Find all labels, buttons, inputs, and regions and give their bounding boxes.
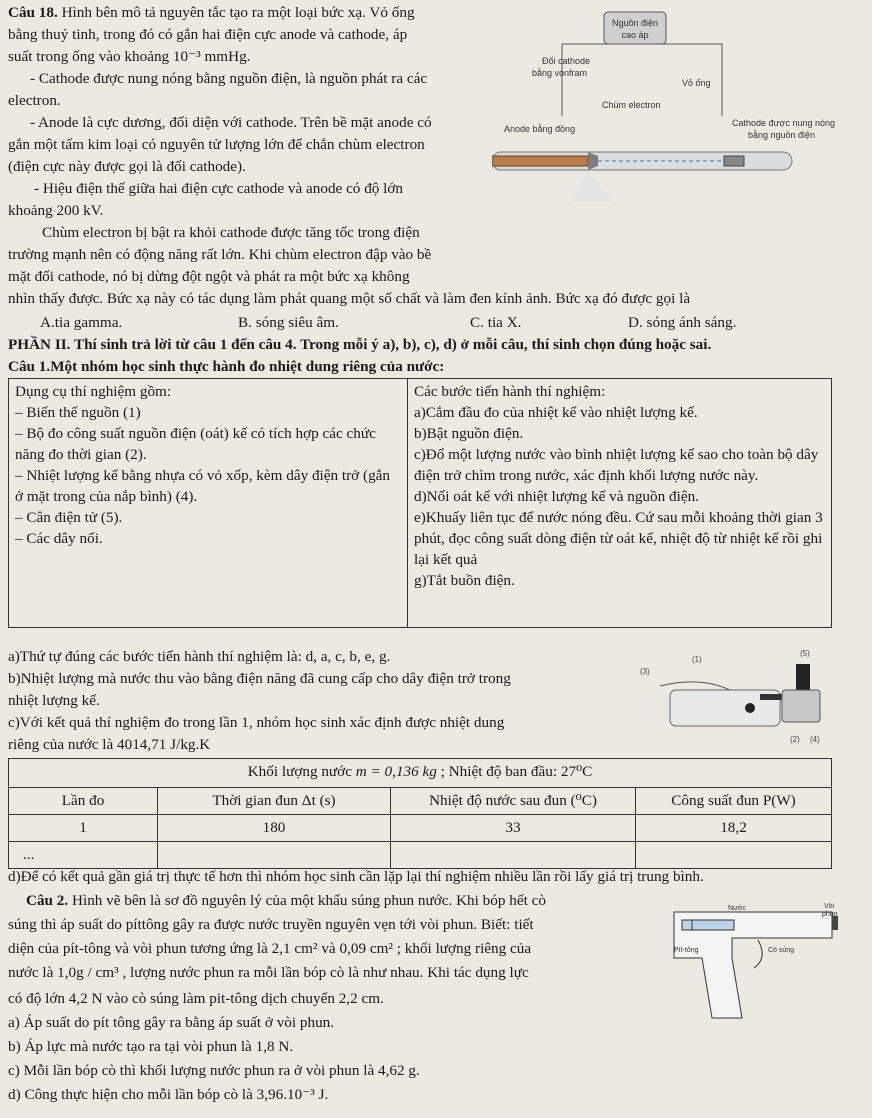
q18-line-5: electron. — [8, 92, 61, 109]
anticathode-label-2: bằng vonfram — [532, 68, 588, 78]
q1-statement-b-2: nhiệt lượng kế. — [8, 692, 100, 709]
water-label: Nước — [728, 905, 746, 912]
copper-anode — [492, 156, 588, 166]
tube-label: Vỏ ống — [682, 78, 711, 88]
source-label-2: cao áp — [621, 30, 649, 40]
q18-line-3: suất trong ống vào khoảng 10⁻³ mmHg. — [8, 48, 251, 65]
q18-line-14: nhìn thấy được. Bức xạ này có tác dụng làm phát quang một số chất và làm đen kính ảnh. Bức xạ đó được gọi là — [8, 290, 691, 307]
q18-line-10: khoảng 200 kV. — [8, 202, 104, 219]
q18-line-4: - Cathode được nung nóng bằng nguồn điện, là nguồn phát ra các — [30, 70, 428, 87]
q18-line-9: - Hiệu điện thế giữa hai điện cực cathode và anode có độ lớn — [34, 180, 404, 197]
fig-label-1: (1) — [692, 655, 702, 664]
data-table-header — [9, 759, 832, 788]
anticathode-label-1: Đối cathode — [542, 56, 591, 66]
header-temp-value: 27⁰C — [560, 763, 593, 780]
q18-line-12: trường mạnh nên có động năng rất lớn. Khi chùm electron đập vào bề — [8, 246, 432, 263]
q18-option-a: A.tia gamma. — [40, 314, 123, 331]
q2-line-1-text: Hình vẽ bên là sơ đồ nguyên lý của một khẩu súng phun nước. Khi bóp hết cò — [72, 892, 546, 909]
water-gun-figure — [672, 898, 852, 1038]
q2-line-4: nước là 1,0g / cm³ , lượng nước phun ra mỗi lần bóp cò là như nhau. Khi tác dụng lực — [8, 964, 529, 981]
header-mid: ; Nhiệt độ ban đầu: — [436, 763, 561, 780]
header-mass-prefix: Khối lượng nước — [247, 763, 356, 780]
cathode-label-2: bằng nguồn điện — [748, 130, 816, 140]
q1-statement-c-2: riêng của nước là 4014,71 J/kg.K — [8, 736, 211, 753]
xray-tube-figure — [492, 6, 872, 206]
cell-empty — [636, 842, 832, 869]
q1-statement-d: d)Để có kết quả gần giá trị thực tế hơn thì nhóm học sinh cần lặp lại thí nghiệm nhiều lần rồi lấy giá trị trung bình. — [8, 868, 704, 885]
step-c: c)Đổ một lượng nước vào bình nhiệt lượng kế sao cho toàn bộ dây điện trở chìm trong nước, xác định khối lượng nước này. — [414, 446, 819, 484]
q1-experiment-table — [8, 378, 832, 628]
meter-display — [760, 694, 784, 700]
step-g: g)Tắt buồn điện. — [414, 572, 515, 589]
q1-intro: Câu 1.Một nhóm học sinh thực hành đo nhiệt dung riêng của nước: — [8, 358, 445, 375]
col-header-time: Thời gian đun Δt (s) — [158, 788, 391, 815]
cathode — [724, 156, 744, 166]
cell-time: 180 — [158, 815, 391, 842]
q2-line-5: có độ lớn 4,2 N vào cò súng làm pit-tông dịch chuyển 2,2 cm. — [8, 990, 384, 1007]
cell-temp: 33 — [391, 815, 636, 842]
tools-header: Dụng cụ thí nghiệm gồm: — [15, 383, 172, 400]
cell-empty — [391, 842, 636, 869]
beam-label: Chùm electron — [602, 100, 661, 110]
q2-statement-d: d) Công thực hiện cho mỗi lần bóp cò là 3,96.10⁻³ J. — [8, 1086, 329, 1103]
fig-label-3: (3) — [640, 667, 650, 676]
q2-line-3: diện của pít-tông và vòi phun tương ứng là 2,1 cm² và 0,09 cm² ; khối lượng riêng của — [8, 940, 532, 957]
q2-line-2: súng thì áp suất do píttông gây ra được nước truyền nguyên vẹn tới vòi phun. Biết: tiết — [8, 916, 534, 933]
calorimeter-lid — [782, 690, 820, 722]
xray-cone — [570, 170, 612, 202]
q18-line-1-rest: Hình bên mô tả nguyên tắc tạo ra một loại bức xạ. Vỏ ống — [61, 4, 415, 21]
fig-label-5: (5) — [800, 649, 810, 658]
tool-1: – Biến thế nguồn (1) — [15, 404, 141, 421]
steps-cell — [408, 379, 832, 628]
water-gun-diagram — [672, 898, 852, 1038]
step-b: b)Bật nguồn điện. — [414, 425, 524, 442]
steps-header: Các bước tiến hành thí nghiệm: — [414, 383, 606, 400]
q18-line-2: bằng thuỷ tinh, trong đó có gắn hai điện cực anode và cathode, áp — [8, 26, 408, 43]
q18-option-c: C. tia X. — [470, 314, 522, 331]
table-row — [9, 815, 832, 842]
tool-2: – Bộ đo công suất nguồn điện (oát) kế có tích hợp các chức năng đo thời gian (2). — [15, 425, 376, 463]
trigger — [754, 940, 762, 968]
nozzle-label-1: Vòi — [824, 903, 835, 910]
q2-label: Câu 2. — [26, 892, 69, 909]
col-header-temp: Nhiệt độ nước sau đun (⁰C) — [391, 788, 636, 815]
q18-line-7: gắn một tấm kim loại có nguyên tử lượng lớn để chắn chùm electron — [8, 136, 425, 153]
part-2-heading — [8, 334, 711, 355]
step-d: d)Nối oát kế với nhiệt lượng kế và nguồn điện. — [414, 488, 699, 505]
q1-statement-c-1: c)Với kết quả thí nghiệm đo trong lần 1, nhóm học sinh xác định được nhiệt dung — [8, 714, 505, 731]
q1-statement-b-1: b)Nhiệt lượng mà nước thu vào bằng điện năng đã cung cấp cho dây điện trở trong — [8, 670, 511, 687]
q1-data-table — [8, 758, 832, 869]
q2-statement-a: a) Áp suất do pít tông gây ra bằng áp suất ở vòi phun. — [8, 1014, 335, 1031]
tool-5: – Các dây nối. — [15, 530, 103, 547]
q18-option-d: D. sóng ánh sáng. — [628, 314, 737, 331]
tool-3: – Nhiệt lượng kế bằng nhựa có vỏ xốp, kèm dây điện trở (gắn ở mặt trong của nắp bình) (4). — [15, 467, 391, 505]
cathode-label-1: Cathode được nung nóng — [732, 118, 836, 128]
cell-power: 18,2 — [636, 815, 832, 842]
nozzle — [832, 916, 838, 930]
q18-option-b: B. sóng siêu âm. — [238, 314, 339, 331]
table-row — [9, 842, 832, 869]
cell-empty — [158, 842, 391, 869]
fig-label-4: (4) — [810, 735, 820, 744]
tools-cell — [9, 379, 408, 628]
q2-statement-c: c) Mỗi lần bóp cò thì khối lượng nước phun ra ở vòi phun là 4,62 g. — [8, 1062, 420, 1079]
calorimeter-setup-figure — [600, 646, 840, 748]
cell-trial-more: ... — [9, 842, 158, 869]
fig-label-2: (2) — [790, 735, 800, 744]
anode-label: Anode bằng đồng — [504, 124, 576, 134]
q18-line-11: Chùm electron bị bật ra khỏi cathode được tăng tốc trong điện — [42, 224, 420, 241]
tool-4: – Cân điện tử (5). — [15, 509, 123, 526]
calorimeter-setup-drawing — [600, 646, 840, 748]
piston-label: Pít-tông — [674, 947, 699, 954]
col-header-trial: Lần đo — [9, 788, 158, 815]
q18-line-1: Câu 18. Hình bên mô tả nguyên tắc tạo ra một loại bức xạ. Vỏ ống — [8, 4, 415, 21]
q2-statement-b: b) Áp lực mà nước tạo ra tại vòi phun là 1,8 N. — [8, 1038, 294, 1055]
trigger-label: Cò súng — [768, 947, 795, 954]
source-label-1: Nguồn điện — [611, 18, 659, 28]
step-e: e)Khuấy liên tục để nước nóng đều. Cứ sau mỗi khoảng thời gian 3 phút, đọc công suất dòng điện từ oát kế, nhiệt độ từ nhiệt kế rồi ghi lại kết quả — [414, 509, 823, 568]
q1-experiment-table-wrap — [8, 378, 832, 628]
q1-data-table-wrap — [8, 758, 832, 869]
q1-statement-a: a)Thứ tự đúng các bước tiến hành thí nghiệm là: d, a, c, b, e, g. — [8, 648, 391, 665]
q18-line-6: - Anode là cực dương, đối diện với cathode. Trên bề mặt anode có — [30, 114, 432, 131]
xray-tube-diagram — [492, 6, 872, 206]
cell-trial: 1 — [9, 815, 158, 842]
probe-wire — [660, 682, 730, 690]
col-header-power: Công suất đun P(W) — [636, 788, 832, 815]
part-2-heading-text: PHẦN II. Thí sinh trả lời từ câu 1 đến câu 4. Trong mỗi ý a), b), c), d) ở mỗi câu, thí sinh chọn đúng hoặc sai. — [8, 336, 712, 353]
meter-knob — [745, 703, 755, 713]
step-a: a)Cắm đầu đo của nhiệt kế vào nhiệt lượng kế. — [414, 404, 698, 421]
header-mass-value: m = 0,136 kg — [355, 763, 437, 780]
q2-line-1 — [26, 890, 546, 911]
q18-line-8: (điện cực này được gọi là đối cathode). — [8, 158, 246, 175]
q18-line-13: mặt đối cathode, nó bị dừng đột ngột và phát ra một bức xạ không — [8, 268, 410, 285]
piston-chamber — [682, 920, 734, 930]
nozzle-label-2: phun — [822, 911, 838, 918]
